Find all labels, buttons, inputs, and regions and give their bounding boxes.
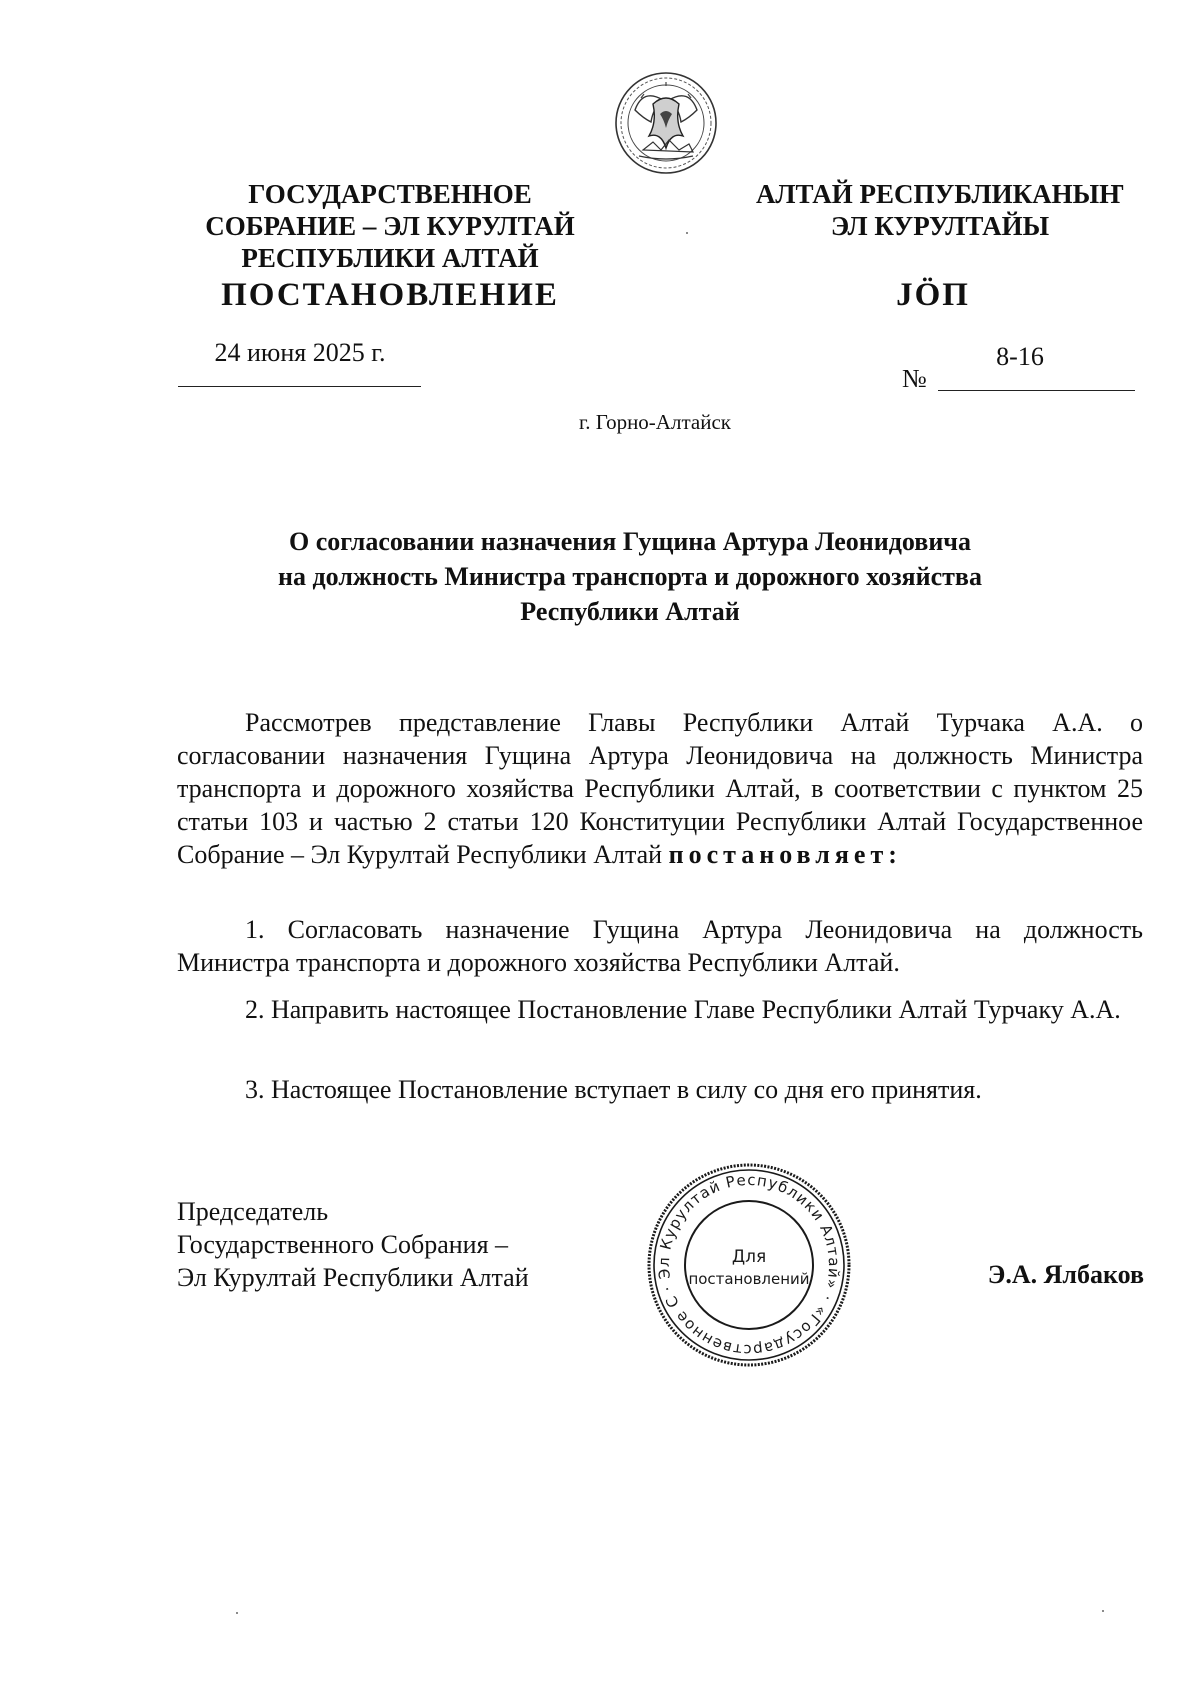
date-underline: [178, 386, 421, 387]
doc-number: 8-16: [996, 342, 1044, 371]
stamp-ring-text: · Эл Курултай Республики Алтай» · «Государственное Собрание: [654, 1170, 844, 1360]
signer-position-line: Эл Курултай Республики Алтай: [177, 1263, 529, 1292]
header-left: [180, 178, 600, 274]
scan-speck: [1102, 1610, 1104, 1612]
doc-type-alt: JӦП: [896, 277, 970, 313]
header-left-line: ГОСУДАРСТВЕННОЕ: [248, 179, 532, 209]
doc-date: 24 июня 2025 г.: [214, 338, 386, 367]
header-right-line: АЛТАЙ РЕСПУБЛИКАНЫҤ: [755, 179, 1125, 209]
item-text: 3. Настоящее Постановление вступает в силу со дня его принятия.: [245, 1075, 982, 1104]
city: г. Горно-Алтайск: [579, 410, 731, 434]
resolves-word: постановляет:: [668, 840, 902, 869]
header-right-line: ЭЛ КУРУЛТАЙЫ: [830, 211, 1050, 241]
scan-speck: [236, 1612, 238, 1614]
emblem: [613, 70, 719, 176]
preamble-text: Рассмотрев представление Главы Республики Алтай Турчака А.А. о согласовании назначения Гущина Артура Леонидовича на должность Министра транспорта и дорожного хозяйства Республики Алтай, в соответствии с пунктом 25 статьи 103 и частью 2 статьи 120 Конституции Республики Алтай Государственное Собрание – Эл Курултай Республики Алтай: [177, 708, 1143, 869]
altai-republic-emblem-icon: [613, 70, 719, 176]
stamp-center-line: Для: [731, 1247, 767, 1267]
signer-position-line: Председатель: [177, 1197, 329, 1226]
item-text: 1. Согласовать назначение Гущина Артура Леонидовича на должность Министра транспорта и дорожного хозяйства Республики Алтай.: [177, 915, 1143, 977]
header-right: [730, 178, 1150, 242]
stamp-seal-icon: [644, 1160, 854, 1370]
signer-name: Э.А. Ялбаков: [987, 1260, 1144, 1289]
official-stamp: [644, 1160, 854, 1370]
number-sign: №: [902, 364, 927, 393]
preamble-paragraph: [177, 706, 1143, 871]
doc-title: [200, 524, 1060, 629]
signer-position-line: Государственного Собрания –: [177, 1230, 509, 1259]
doc-type-ru: ПОСТАНОВЛЕНИЕ: [221, 277, 559, 313]
item-text: 2. Направить настоящее Постановление Главе Республики Алтай Турчаку А.А.: [245, 995, 1121, 1024]
scan-speck: [686, 232, 688, 234]
stamp-center-line: постановлений: [688, 1270, 810, 1288]
item-paragraph: [177, 1073, 1143, 1106]
title-line: О согласовании назначения Гущина Артура Леонидовича: [289, 527, 971, 556]
number-underline: [938, 390, 1135, 391]
item-paragraph: [177, 993, 1143, 1026]
header-left-line: РЕСПУБЛИКИ АЛТАЙ: [241, 243, 539, 273]
signer-position: [177, 1195, 597, 1294]
header-left-line: СОБРАНИЕ – ЭЛ КУРУЛТАЙ: [205, 211, 575, 241]
title-line: Республики Алтай: [520, 597, 740, 626]
title-line: на должность Министра транспорта и дорожного хозяйства: [278, 562, 982, 591]
item-paragraph: [177, 913, 1143, 979]
